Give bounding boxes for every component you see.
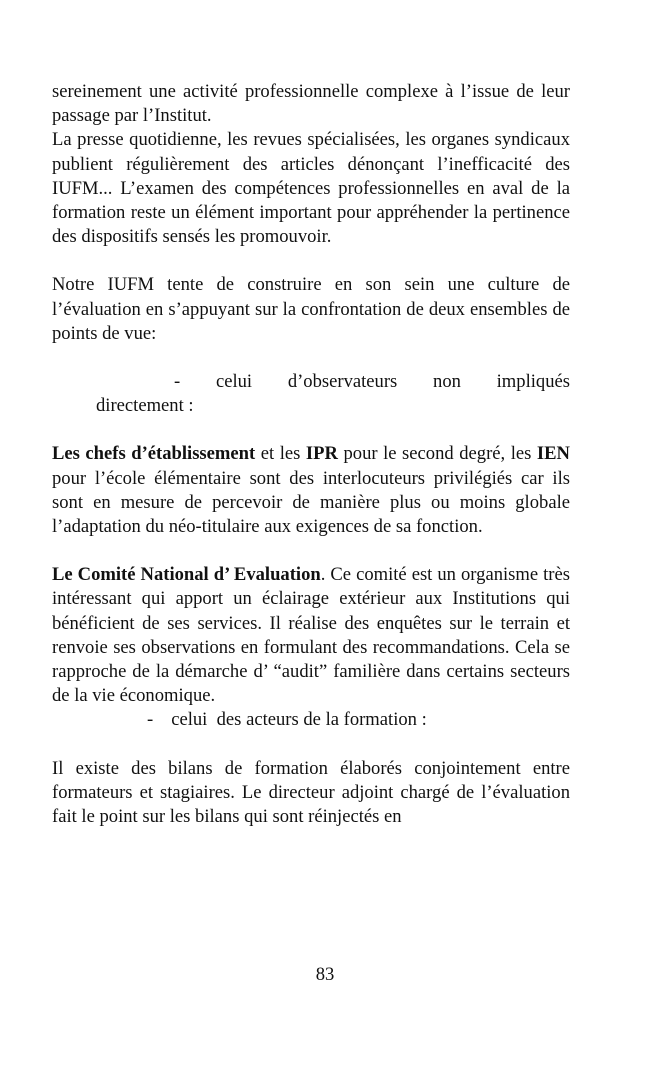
paragraph-5 [52, 563, 570, 708]
bullet-word: d’observateurs [287, 371, 398, 393]
text-run: et les [255, 443, 306, 465]
bold-term: Les chefs d’établissement [52, 443, 256, 465]
bullet-dash: - [174, 371, 181, 393]
paragraph-1: sereinement une activité professionnelle complexe à l’issue de leur passage par l’Institut. [52, 81, 570, 127]
paragraph-6: Il existe des bilans de formation élaborés conjointement entre formateurs et stagiaires. Le directeur adjoint chargé de l’évaluation fait le point sur les bilans qui sont réinjectés en [52, 757, 570, 828]
text-run: pour l’école élémentaire sont des interlocuteurs privilégiés car ils sont en mesure de percevoir de manière plus ou moins globale l’adaptation du néo-titulaire aux exigences de sa fonction. [52, 467, 570, 538]
bold-term: Le Comité National d’ Evaluation [52, 564, 321, 586]
bullet-word: celui [215, 371, 253, 393]
bullet-dash: - [147, 709, 154, 731]
paragraph-2: La presse quotidienne, les revues spécialisées, les organes syndicaux publient régulièrement des articles dénonçant l’inefficacité des IUFM... L’examen des compétences professionnelles en aval de la formation reste un élément important pour appréhender la pertinence des dispositifs sensés les promouvoir. [52, 129, 570, 248]
bullet-word: impliqués [496, 371, 570, 393]
text-run: . Ce comité est un organisme très intéressant qui apport un éclairage extérieur aux Institutions qui bénéficient de ses services. Il réalise des enquêtes sur le terrain et renvoie ses observations en formulant des recommandations. Cela se rapproche de la démarche d’ “audit” familière dans certains secteurs de la vie économique. [52, 564, 570, 707]
bullet-text: celui des acteurs de la formation : [171, 709, 427, 731]
bullet-item-1 [52, 370, 570, 394]
text-run: pour le second degré, les [337, 443, 537, 465]
bold-term: IEN [536, 443, 570, 465]
bullet-item-2 [52, 708, 570, 732]
paragraph-4 [52, 442, 570, 539]
bullet-item-1-continuation: directement : [96, 395, 194, 417]
page-body [52, 80, 570, 829]
bullet-word: non [433, 371, 461, 393]
bold-term: IPR [305, 443, 338, 465]
paragraph-3: Notre IUFM tente de construire en son sein une culture de l’évaluation en s’appuyant sur la confrontation de deux ensembles de points de vue: [52, 274, 570, 344]
page-number: 83 [315, 964, 335, 985]
